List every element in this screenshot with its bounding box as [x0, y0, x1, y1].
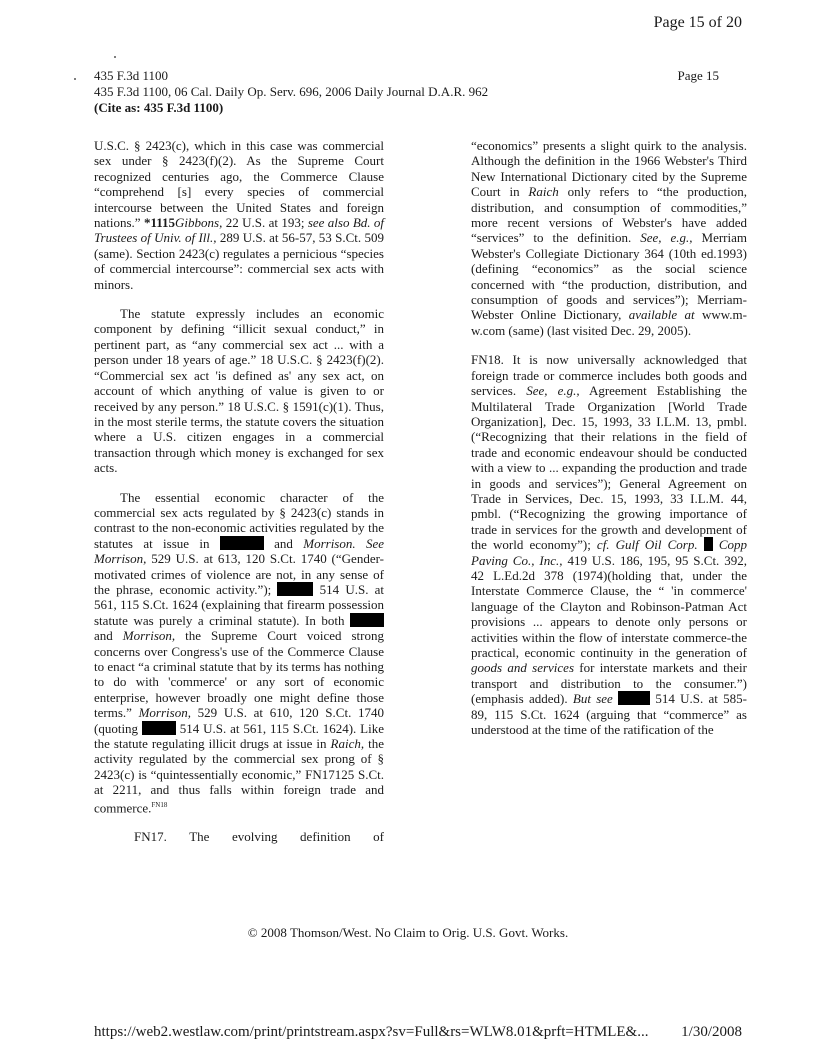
- footer-url[interactable]: https://web2.westlaw.com/print/printstream.aspx?sv=Full&rs=WLW8.01&prft=HTMLE&...: [94, 1024, 649, 1040]
- redaction-box: [220, 536, 264, 550]
- footnote-17-continued: “economics” presents a slight quirk to the analysis. Although the definition in the 1966 Webster's Third New International Dictionary cited by the Supreme Court in Raich only refers to “the production, distribution, and consumption of commodities,” more recent versions of Webster's have added “services” to the definition. See, e.g., Merriam Webster's Collegiate Dictionary 364 (10th ed.1993) (defining “economics” as the social science concerned with “the production, distribution, and consumption of goods and services”); Merriam-Webster Online Dictionary, available at www.m-w.com (same) (last visited Dec. 29, 2005).: [471, 138, 747, 338]
- page-label: Page 15: [677, 68, 719, 83]
- redaction-box: [142, 721, 176, 735]
- cite-as-line: (Cite as: 435 F.3d 1100): [94, 100, 224, 115]
- redaction-box: [704, 537, 713, 551]
- redaction-box: [350, 613, 384, 627]
- paragraph: U.S.C. § 2423(c), which in this case was commercial sex under § 2423(f)(2). As the Supreme Court recognized centuries ago, the Commerce Clause “comprehend [s] every species of commercial intercourse between the United States and foreign nations.” *1115Gibbons, 22 U.S. at 193; see also Bd. of Trustees of Univ. of Ill., 289 U.S. at 56-57, 53 S.Ct. 509 (same). Section 2423(c) regulates a pernicious “species of commercial intercourse”: commercial sex acts with minors.: [94, 138, 384, 292]
- left-column: [94, 138, 384, 859]
- citation-header: [94, 68, 488, 116]
- right-column: [471, 138, 747, 751]
- footnote-18: FN18. It is now universally acknowledged that foreign trade or commerce includes both goods and services. See, e.g., Agreement Establishing the Multilateral Trade Organization [World Trade Organization], Dec. 15, 1993, 33 I.L.M. 13, pmbl. (“Recognizing that their relations in the field of trade and economic endeavour should be conducted with a view to ... expanding the production and trade in goods and services”); General Agreement on Trade in Services, Dec. 15, 1993, 33 I.L.M. 44, pmbl. (“Recognizing the growing importance of trade in services for the growth and development of the world economy”); cf. Gulf Oil Corp. Copp Paving Co., Inc., 419 U.S. 186, 195, 95 S.Ct. 392, 42 L.Ed.2d 378 (1974)(holding that, under the Interstate Commerce Clause, the “ 'in commerce' language of the Clayton and Robinson-Patman Act provisions ... appears to denote only persons or activities within the flow of interstate commerce-the practical, economic continuity in the generation of goods and services for interstate markets and their transport and distribution to the consumer.”) (emphasis added). But see 514 U.S. at 585-89, 115 S.Ct. 1624 (arguing that “commerce” as understood at the time of the ratification of the: [471, 352, 748, 738]
- copyright-notice: © 2008 Thomson/West. No Claim to Orig. U.S. Govt. Works.: [247, 925, 569, 940]
- paragraph: The essential economic character of the commercial sex acts regulated by § 2423(c) stands in contrast to the non-economic activities regulated by the statutes at issue in and Morrison. See Morrison, 529 U.S. at 613, 120 S.Ct. 1740 (“Gender-motivated crimes of violence are not, in any sense of the phrase, economic activity.”); 514 U.S. at 561, 115 S.Ct. 1624 (explaining that firearm possession statute was purely a criminal statute). In both and Morrison, the Supreme Court voiced strong concerns over Congress's use of the Commerce Clause to enact “a criminal statute that by its terms has nothing to do with 'commerce' or any sort of economic enterprise, however broadly one might define those terms.” Morrison, 529 U.S. at 610, 120 S.Ct. 1740 (quoting 514 U.S. at 561, 115 S.Ct. 1624). Like the statute regulating illicit drugs at issue in Raich, the activity regulated by the commercial sex prong of § 2423(c) is “quintessentially economic,” FN17125 S.Ct. at 2211, and thus falls within foreign trade and commerce.$^{FN18}$: [94, 489, 385, 815]
- footnote-17-start: FN17. The evolving definition of: [134, 829, 384, 845]
- redaction-box: [618, 691, 650, 705]
- citation-line-2: 435 F.3d 1100, 06 Cal. Daily Op. Serv. 696, 2006 Daily Journal D.A.R. 962: [94, 84, 489, 99]
- redaction-box: [277, 582, 313, 596]
- scan-speck: [114, 56, 116, 58]
- paragraph: The statute expressly includes an economic component by defining “illicit sexual conduct,” in pertinent part, as “any commercial sex act ... with a person under 18 years of age.” 18 U.S.C. § 2423(f)(2). “Commercial sex act 'is defined as' any sex act, on account of which anything of value is given to or received by any person.” 18 U.S.C. § 1591(c)(1). Thus, in the most sterile terms, the statute covers the situation where a U.S. citizen engages in a commercial transaction through which money is exchanged for sex acts.: [94, 306, 384, 476]
- page-number-top: Page 15 of 20: [653, 14, 742, 31]
- footer-date: 1/30/2008: [681, 1024, 742, 1040]
- footnote-ref[interactable]: FN18: [151, 800, 168, 809]
- citation-line-1: 435 F.3d 1100: [94, 68, 168, 83]
- scan-speck: [74, 78, 76, 80]
